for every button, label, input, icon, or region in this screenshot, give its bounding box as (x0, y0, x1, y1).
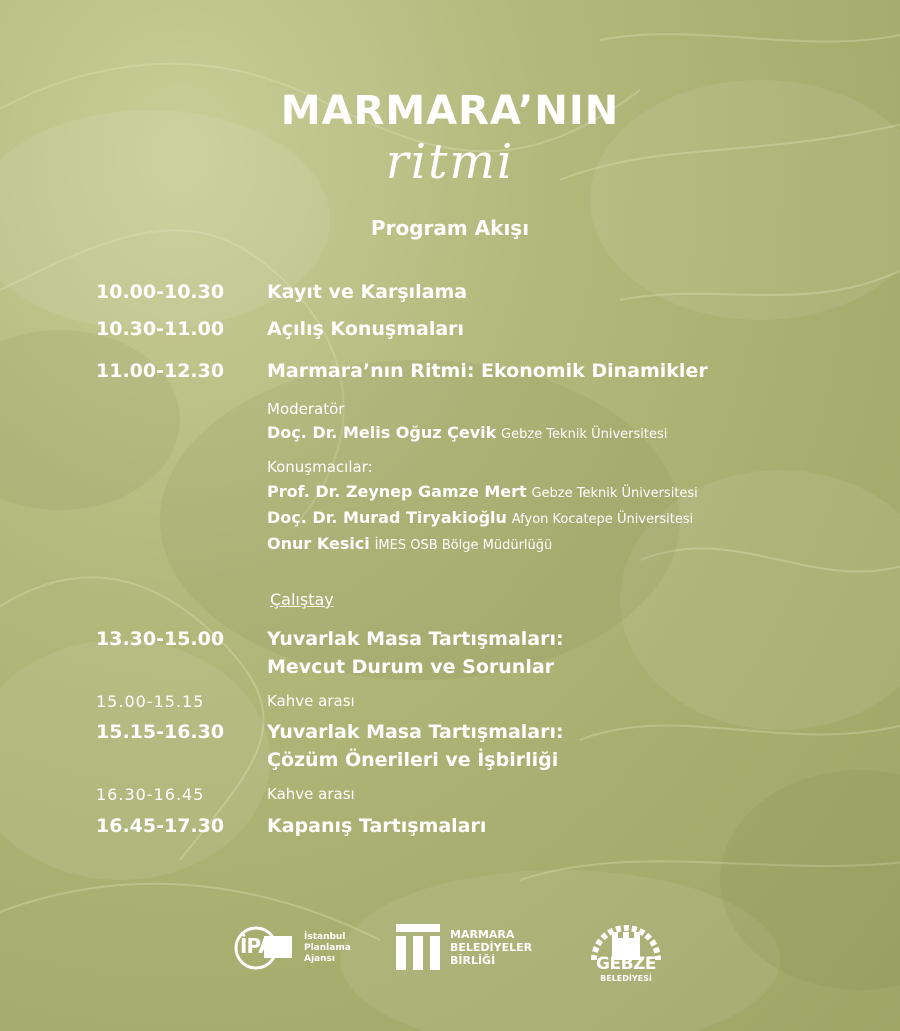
speaker (267, 534, 552, 553)
gebze-name: GEBZE (596, 954, 656, 974)
ipa-line1: İstanbul (304, 932, 346, 942)
mbb-line3: BİRLİĞİ (450, 954, 496, 967)
gebze-logo (586, 916, 666, 986)
session-title-line2: Çözüm Önerileri ve İşbirliği (267, 749, 559, 771)
break-label: Kahve arası (267, 692, 355, 710)
ipa-logo (234, 922, 364, 972)
time-slot: 15.00-15.15 (96, 692, 205, 711)
person-name: Doç. Dr. Melis Oğuz Çevik (267, 423, 497, 442)
moderator (267, 423, 667, 442)
time-slot: 16.45-17.30 (96, 815, 225, 837)
moderator-label: Moderatör (267, 400, 345, 418)
ipa-name (304, 932, 351, 965)
ipa-mark-text: İPA (240, 934, 273, 958)
ipa-line3: Ajansı (304, 954, 335, 964)
time-slot: 13.30-15.00 (96, 628, 225, 650)
event-title: MARMARA’NIN (280, 88, 620, 134)
session-title: Kapanış Tartışmaları (267, 815, 487, 837)
mbb-name (450, 928, 532, 967)
ipa-line2: Planlama (304, 943, 351, 953)
session-title: Marmara’nın Ritmi: Ekonomik Dinamikler (267, 360, 708, 382)
time-slot: 10.30-11.00 (96, 318, 225, 340)
session-title-line2: Mevcut Durum ve Sorunlar (267, 656, 555, 678)
speakers-label: Konuşmacılar: (267, 458, 373, 476)
session-title: Yuvarlak Masa Tartışmaları: (267, 721, 564, 743)
person-name: Onur Kesici (267, 534, 370, 553)
person-name: Prof. Dr. Zeynep Gamze Mert (267, 482, 527, 501)
mbb-line2: BELEDİYELER (450, 941, 533, 954)
program-heading: Program Akışı (370, 216, 530, 240)
speaker (267, 482, 698, 501)
break-label: Kahve arası (267, 785, 355, 803)
session-title: Açılış Konuşmaları (267, 318, 465, 340)
workshop-label: Çalıştay (270, 590, 334, 609)
time-slot: 16.30-16.45 (96, 785, 205, 804)
time-slot: 10.00-10.30 (96, 281, 225, 303)
time-slot: 15.15-16.30 (96, 721, 225, 743)
gebze-subname: BELEDİYESİ (600, 974, 652, 983)
time-slot: 11.00-12.30 (96, 360, 225, 382)
person-affiliation: İMES OSB Bölge Müdürlüğü (374, 538, 553, 553)
event-title-script: ritmi (385, 134, 515, 190)
session-title: Kayıt ve Karşılama (267, 281, 468, 303)
mbb-line1: MARMARA (450, 928, 515, 941)
person-affiliation: Afyon Kocatepe Üniversitesi (511, 512, 694, 527)
session-title: Yuvarlak Masa Tartışmaları: (267, 628, 564, 650)
mbb-mark-icon (396, 924, 440, 970)
speaker (267, 508, 693, 527)
person-name: Doç. Dr. Murad Tiryakioğlu (267, 508, 507, 527)
person-affiliation: Gebze Teknik Üniversitesi (531, 486, 698, 501)
person-affiliation: Gebze Teknik Üniversitesi (501, 427, 668, 442)
mbb-logo (396, 924, 556, 974)
